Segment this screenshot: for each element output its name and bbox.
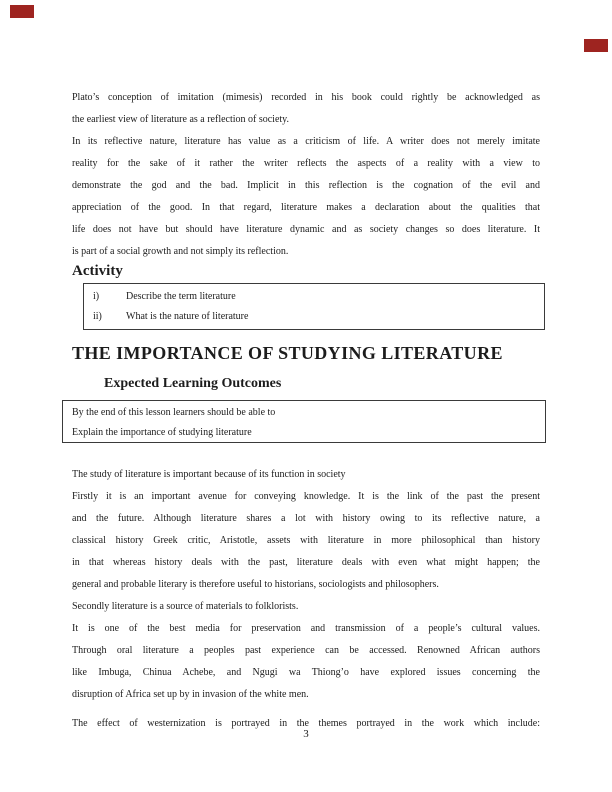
text-line: It is one of the best media for preservation and transmission of a people’s cultural values. [72,623,540,634]
activity-heading: Activity [72,263,123,279]
sub-heading: Expected Learning Outcomes [104,376,282,391]
text-line: and the future. Although literature shares a lot with history owing to its reflective nature, a [72,513,540,524]
activity-item [84,287,544,307]
activity-item [84,307,544,327]
main-heading: THE IMPORTANCE OF STUDYING LITERATURE [72,343,503,363]
text-line: The effect of westernization is portrayed in the themes portrayed in the work which include: [72,718,540,729]
outcome-line: By the end of this lesson learners should be able to [72,407,276,418]
text-line: demonstrate the god and the bad. Implicit in this reflection is the cognation of the evil and [72,180,540,191]
activity-item-text: Describe the term literature [126,291,236,302]
intro-and-reflective-paragraphs [72,87,540,263]
outcome-line: Explain the importance of studying literature [72,427,252,438]
text-line: classical history Greek critic, Aristotle, assets with literature in more philosophical than history [72,535,540,546]
text-line: Plato’s conception of imitation (mimesis) recorded in his book could rightly be acknowledged as [72,92,540,103]
activity-item-number: ii) [93,311,102,322]
text-line: disruption of Africa set up by in invasion of the white men. [72,689,309,700]
body-paragraphs [72,464,540,706]
text-line: life does not have but should have literature dynamic and as society changes so does literature. It [72,224,540,235]
text-line: like Imbuga, Chinua Achebe, and Ngugi wa Thiong’o have explored issues concerning the [72,667,540,678]
page-number: 3 [303,728,309,740]
activity-item-number: i) [93,291,100,302]
text-line: in that whereas history deals with the past, literature deals with even what might happen; the [72,557,540,568]
corner-mark-left [10,5,34,18]
activity-box [83,283,545,330]
text-line: appreciation of the good. In that regard, literature makes a declaration about the qualities that [72,202,540,213]
intro-paragraph [72,87,540,131]
text-line: Secondly literature is a source of materials to folklorists. [72,601,299,612]
text-line: reality for the sake of it rather the writer reflects the aspects of a reality with a view to [72,158,540,169]
text-line: The study of literature is important because of its function in society [72,469,346,480]
text-line: In its reflective nature, literature has value as a criticism of life. A writer does not merely imitate [72,136,540,147]
text-line: Firstly it is an important avenue for conveying knowledge. It is the link of the past the present [72,491,540,502]
activity-item-text: What is the nature of literature [126,311,249,322]
text-line: the earliest view of literature as a reflection of society. [72,114,290,125]
outcomes-box [62,400,546,443]
text-line: is part of a social growth and not simply its reflection. [72,246,289,257]
text-line: Through oral literature a peoples past experience can be accessed. Renowned African authors [72,645,540,656]
reflective-paragraph [72,131,540,263]
text-line: general and probable literary is therefore useful to historians, sociologists and philosophers. [72,579,439,590]
corner-mark-right [584,39,608,52]
